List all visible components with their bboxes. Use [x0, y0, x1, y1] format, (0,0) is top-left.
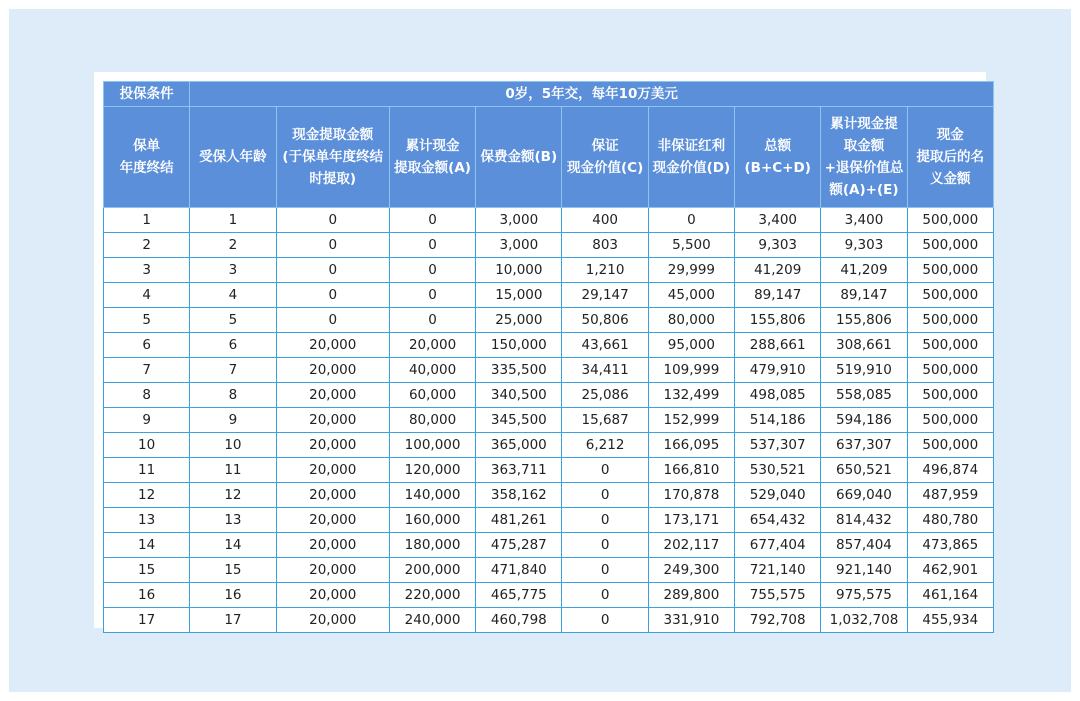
table-cell: 4 — [190, 283, 276, 308]
table-cell: 500,000 — [907, 308, 993, 333]
column-header-3: 现金提取金额 (于保单年度终结 时提取) — [276, 107, 389, 208]
column-header-row — [104, 107, 994, 208]
table-cell: 25,086 — [562, 383, 648, 408]
table-cell: 363,711 — [476, 458, 562, 483]
table-cell: 166,810 — [648, 458, 734, 483]
table-cell: 650,521 — [821, 458, 907, 483]
table-cell: 519,910 — [821, 358, 907, 383]
table-cell: 155,806 — [821, 308, 907, 333]
table-cell: 13 — [190, 508, 276, 533]
table-cell: 16 — [104, 583, 190, 608]
table-cell: 3 — [104, 258, 190, 283]
table-row — [104, 208, 994, 233]
table-cell: 20,000 — [276, 458, 389, 483]
table-cell: 814,432 — [821, 508, 907, 533]
table-row — [104, 483, 994, 508]
condition-row — [104, 82, 994, 107]
table-cell: 80,000 — [389, 408, 475, 433]
table-cell: 1 — [104, 208, 190, 233]
column-header-1: 保单 年度终结 — [104, 107, 190, 208]
table-cell: 20,000 — [276, 558, 389, 583]
table-cell: 20,000 — [276, 608, 389, 633]
table-cell: 140,000 — [389, 483, 475, 508]
table-cell: 9 — [190, 408, 276, 433]
table-cell: 335,500 — [476, 358, 562, 383]
table-cell: 17 — [104, 608, 190, 633]
table-cell: 166,095 — [648, 433, 734, 458]
column-header-8: 总额 (B+C+D) — [735, 107, 821, 208]
table-cell: 0 — [562, 483, 648, 508]
table-cell: 537,307 — [735, 433, 821, 458]
table-cell: 0 — [389, 208, 475, 233]
table-cell: 0 — [389, 233, 475, 258]
table-row — [104, 558, 994, 583]
table-cell: 14 — [190, 533, 276, 558]
table-cell: 13 — [104, 508, 190, 533]
table-cell: 514,186 — [735, 408, 821, 433]
column-header-2: 受保人年龄 — [190, 107, 276, 208]
table-cell: 3,000 — [476, 233, 562, 258]
table-cell: 132,499 — [648, 383, 734, 408]
table-cell: 17 — [190, 608, 276, 633]
table-cell: 89,147 — [735, 283, 821, 308]
table-cell: 4 — [104, 283, 190, 308]
table-cell: 0 — [389, 308, 475, 333]
table-cell: 461,164 — [907, 583, 993, 608]
table-cell: 8 — [104, 383, 190, 408]
table-row — [104, 608, 994, 633]
table-row — [104, 408, 994, 433]
table-cell: 345,500 — [476, 408, 562, 433]
table-cell: 14 — [104, 533, 190, 558]
table-cell: 857,404 — [821, 533, 907, 558]
table-cell: 500,000 — [907, 358, 993, 383]
table-cell: 498,085 — [735, 383, 821, 408]
table-cell: 2 — [190, 233, 276, 258]
table-cell: 0 — [562, 458, 648, 483]
table-cell: 460,798 — [476, 608, 562, 633]
table-cell: 5 — [104, 308, 190, 333]
table-cell: 20,000 — [276, 333, 389, 358]
table-row — [104, 433, 994, 458]
table-cell: 0 — [562, 583, 648, 608]
table-row — [104, 258, 994, 283]
table-row — [104, 233, 994, 258]
table-cell: 9 — [104, 408, 190, 433]
table-cell: 500,000 — [907, 383, 993, 408]
table-cell: 20,000 — [276, 483, 389, 508]
table-cell: 29,999 — [648, 258, 734, 283]
table-cell: 792,708 — [735, 608, 821, 633]
table-cell: 1,032,708 — [821, 608, 907, 633]
table-cell: 11 — [104, 458, 190, 483]
table-cell: 0 — [562, 558, 648, 583]
table-cell: 637,307 — [821, 433, 907, 458]
column-header-9: 累计现金提 取金额 +退保价值总 额(A)+(E) — [821, 107, 907, 208]
table-cell: 331,910 — [648, 608, 734, 633]
table-cell: 500,000 — [907, 283, 993, 308]
table-cell: 558,085 — [821, 383, 907, 408]
table-row — [104, 333, 994, 358]
table-cell: 25,000 — [476, 308, 562, 333]
table-cell: 5 — [190, 308, 276, 333]
table-card — [94, 72, 986, 628]
column-header-4: 累计现金 提取金额(A) — [389, 107, 475, 208]
table-cell: 9,303 — [821, 233, 907, 258]
table-cell: 20,000 — [276, 508, 389, 533]
table-cell: 654,432 — [735, 508, 821, 533]
table-cell: 15 — [104, 558, 190, 583]
table-cell: 2 — [104, 233, 190, 258]
table-row — [104, 308, 994, 333]
table-cell: 41,209 — [735, 258, 821, 283]
table-cell: 95,000 — [648, 333, 734, 358]
table-cell: 455,934 — [907, 608, 993, 633]
table-cell: 20,000 — [389, 333, 475, 358]
column-header-5: 保费金额(B) — [476, 107, 562, 208]
table-cell: 11 — [190, 458, 276, 483]
table-cell: 1 — [190, 208, 276, 233]
table-cell: 0 — [562, 608, 648, 633]
table-cell: 669,040 — [821, 483, 907, 508]
background-panel — [9, 9, 1071, 692]
table-cell: 594,186 — [821, 408, 907, 433]
table-cell: 475,287 — [476, 533, 562, 558]
table-cell: 500,000 — [907, 408, 993, 433]
table-cell: 16 — [190, 583, 276, 608]
benefit-illustration-table — [103, 81, 994, 633]
table-cell: 7 — [104, 358, 190, 383]
table-cell: 40,000 — [389, 358, 475, 383]
table-cell: 20,000 — [276, 358, 389, 383]
table-cell: 3,400 — [821, 208, 907, 233]
table-cell: 365,000 — [476, 433, 562, 458]
table-cell: 180,000 — [389, 533, 475, 558]
table-cell: 288,661 — [735, 333, 821, 358]
table-cell: 12 — [104, 483, 190, 508]
table-cell: 10 — [190, 433, 276, 458]
table-cell: 975,575 — [821, 583, 907, 608]
table-cell: 3,400 — [735, 208, 821, 233]
table-cell: 0 — [562, 533, 648, 558]
table-cell: 152,999 — [648, 408, 734, 433]
table-cell: 3 — [190, 258, 276, 283]
table-cell: 473,865 — [907, 533, 993, 558]
table-cell: 45,000 — [648, 283, 734, 308]
table-cell: 43,661 — [562, 333, 648, 358]
table-cell: 462,901 — [907, 558, 993, 583]
table-cell: 0 — [276, 258, 389, 283]
table-cell: 5,500 — [648, 233, 734, 258]
table-cell: 240,000 — [389, 608, 475, 633]
table-cell: 34,411 — [562, 358, 648, 383]
table-cell: 41,209 — [821, 258, 907, 283]
table-cell: 6 — [104, 333, 190, 358]
table-cell: 500,000 — [907, 333, 993, 358]
table-cell: 0 — [389, 258, 475, 283]
table-cell: 9,303 — [735, 233, 821, 258]
table-cell: 220,000 — [389, 583, 475, 608]
table-row — [104, 508, 994, 533]
table-cell: 529,040 — [735, 483, 821, 508]
table-cell: 6 — [190, 333, 276, 358]
table-row — [104, 583, 994, 608]
table-cell: 249,300 — [648, 558, 734, 583]
table-cell: 500,000 — [907, 233, 993, 258]
column-header-7: 非保证红利 现金价值(D) — [648, 107, 734, 208]
table-cell: 12 — [190, 483, 276, 508]
table-cell: 530,521 — [735, 458, 821, 483]
table-cell: 0 — [648, 208, 734, 233]
table-row — [104, 458, 994, 483]
table-cell: 465,775 — [476, 583, 562, 608]
table-row — [104, 533, 994, 558]
table-cell: 479,910 — [735, 358, 821, 383]
table-cell: 481,261 — [476, 508, 562, 533]
table-cell: 20,000 — [276, 583, 389, 608]
table-cell: 89,147 — [821, 283, 907, 308]
table-cell: 109,999 — [648, 358, 734, 383]
table-cell: 200,000 — [389, 558, 475, 583]
table-cell: 0 — [562, 508, 648, 533]
table-cell: 100,000 — [389, 433, 475, 458]
table-cell: 0 — [389, 283, 475, 308]
table-cell: 155,806 — [735, 308, 821, 333]
table-cell: 7 — [190, 358, 276, 383]
table-cell: 755,575 — [735, 583, 821, 608]
table-cell: 487,959 — [907, 483, 993, 508]
table-cell: 15,000 — [476, 283, 562, 308]
table-cell: 202,117 — [648, 533, 734, 558]
condition-label: 投保条件 — [104, 82, 190, 107]
table-cell: 308,661 — [821, 333, 907, 358]
table-cell: 921,140 — [821, 558, 907, 583]
table-cell: 10,000 — [476, 258, 562, 283]
table-cell: 1,210 — [562, 258, 648, 283]
table-cell: 289,800 — [648, 583, 734, 608]
table-cell: 20,000 — [276, 533, 389, 558]
table-cell: 0 — [276, 283, 389, 308]
table-cell: 8 — [190, 383, 276, 408]
table-row — [104, 383, 994, 408]
table-cell: 150,000 — [476, 333, 562, 358]
table-cell: 500,000 — [907, 258, 993, 283]
table-cell: 721,140 — [735, 558, 821, 583]
table-cell: 120,000 — [389, 458, 475, 483]
table-cell: 29,147 — [562, 283, 648, 308]
table-cell: 20,000 — [276, 408, 389, 433]
table-cell: 0 — [276, 208, 389, 233]
table-cell: 6,212 — [562, 433, 648, 458]
condition-value: 0岁，5年交，每年10万美元 — [190, 82, 994, 107]
table-cell: 496,874 — [907, 458, 993, 483]
table-cell: 500,000 — [907, 433, 993, 458]
table-row — [104, 358, 994, 383]
table-cell: 471,840 — [476, 558, 562, 583]
table-cell: 160,000 — [389, 508, 475, 533]
table-cell: 15,687 — [562, 408, 648, 433]
table-cell: 170,878 — [648, 483, 734, 508]
table-cell: 0 — [276, 308, 389, 333]
table-cell: 50,806 — [562, 308, 648, 333]
table-cell: 400 — [562, 208, 648, 233]
column-header-6: 保证 现金价值(C) — [562, 107, 648, 208]
table-cell: 0 — [276, 233, 389, 258]
table-cell: 358,162 — [476, 483, 562, 508]
table-cell: 677,404 — [735, 533, 821, 558]
table-cell: 10 — [104, 433, 190, 458]
table-cell: 340,500 — [476, 383, 562, 408]
table-cell: 803 — [562, 233, 648, 258]
table-cell: 20,000 — [276, 383, 389, 408]
column-header-10: 现金 提取后的名 义金额 — [907, 107, 993, 208]
table-cell: 80,000 — [648, 308, 734, 333]
table-cell: 60,000 — [389, 383, 475, 408]
table-cell: 173,171 — [648, 508, 734, 533]
table-cell: 3,000 — [476, 208, 562, 233]
table-cell: 500,000 — [907, 208, 993, 233]
table-cell: 480,780 — [907, 508, 993, 533]
table-body — [104, 208, 994, 633]
table-cell: 15 — [190, 558, 276, 583]
table-cell: 20,000 — [276, 433, 389, 458]
table-row — [104, 283, 994, 308]
